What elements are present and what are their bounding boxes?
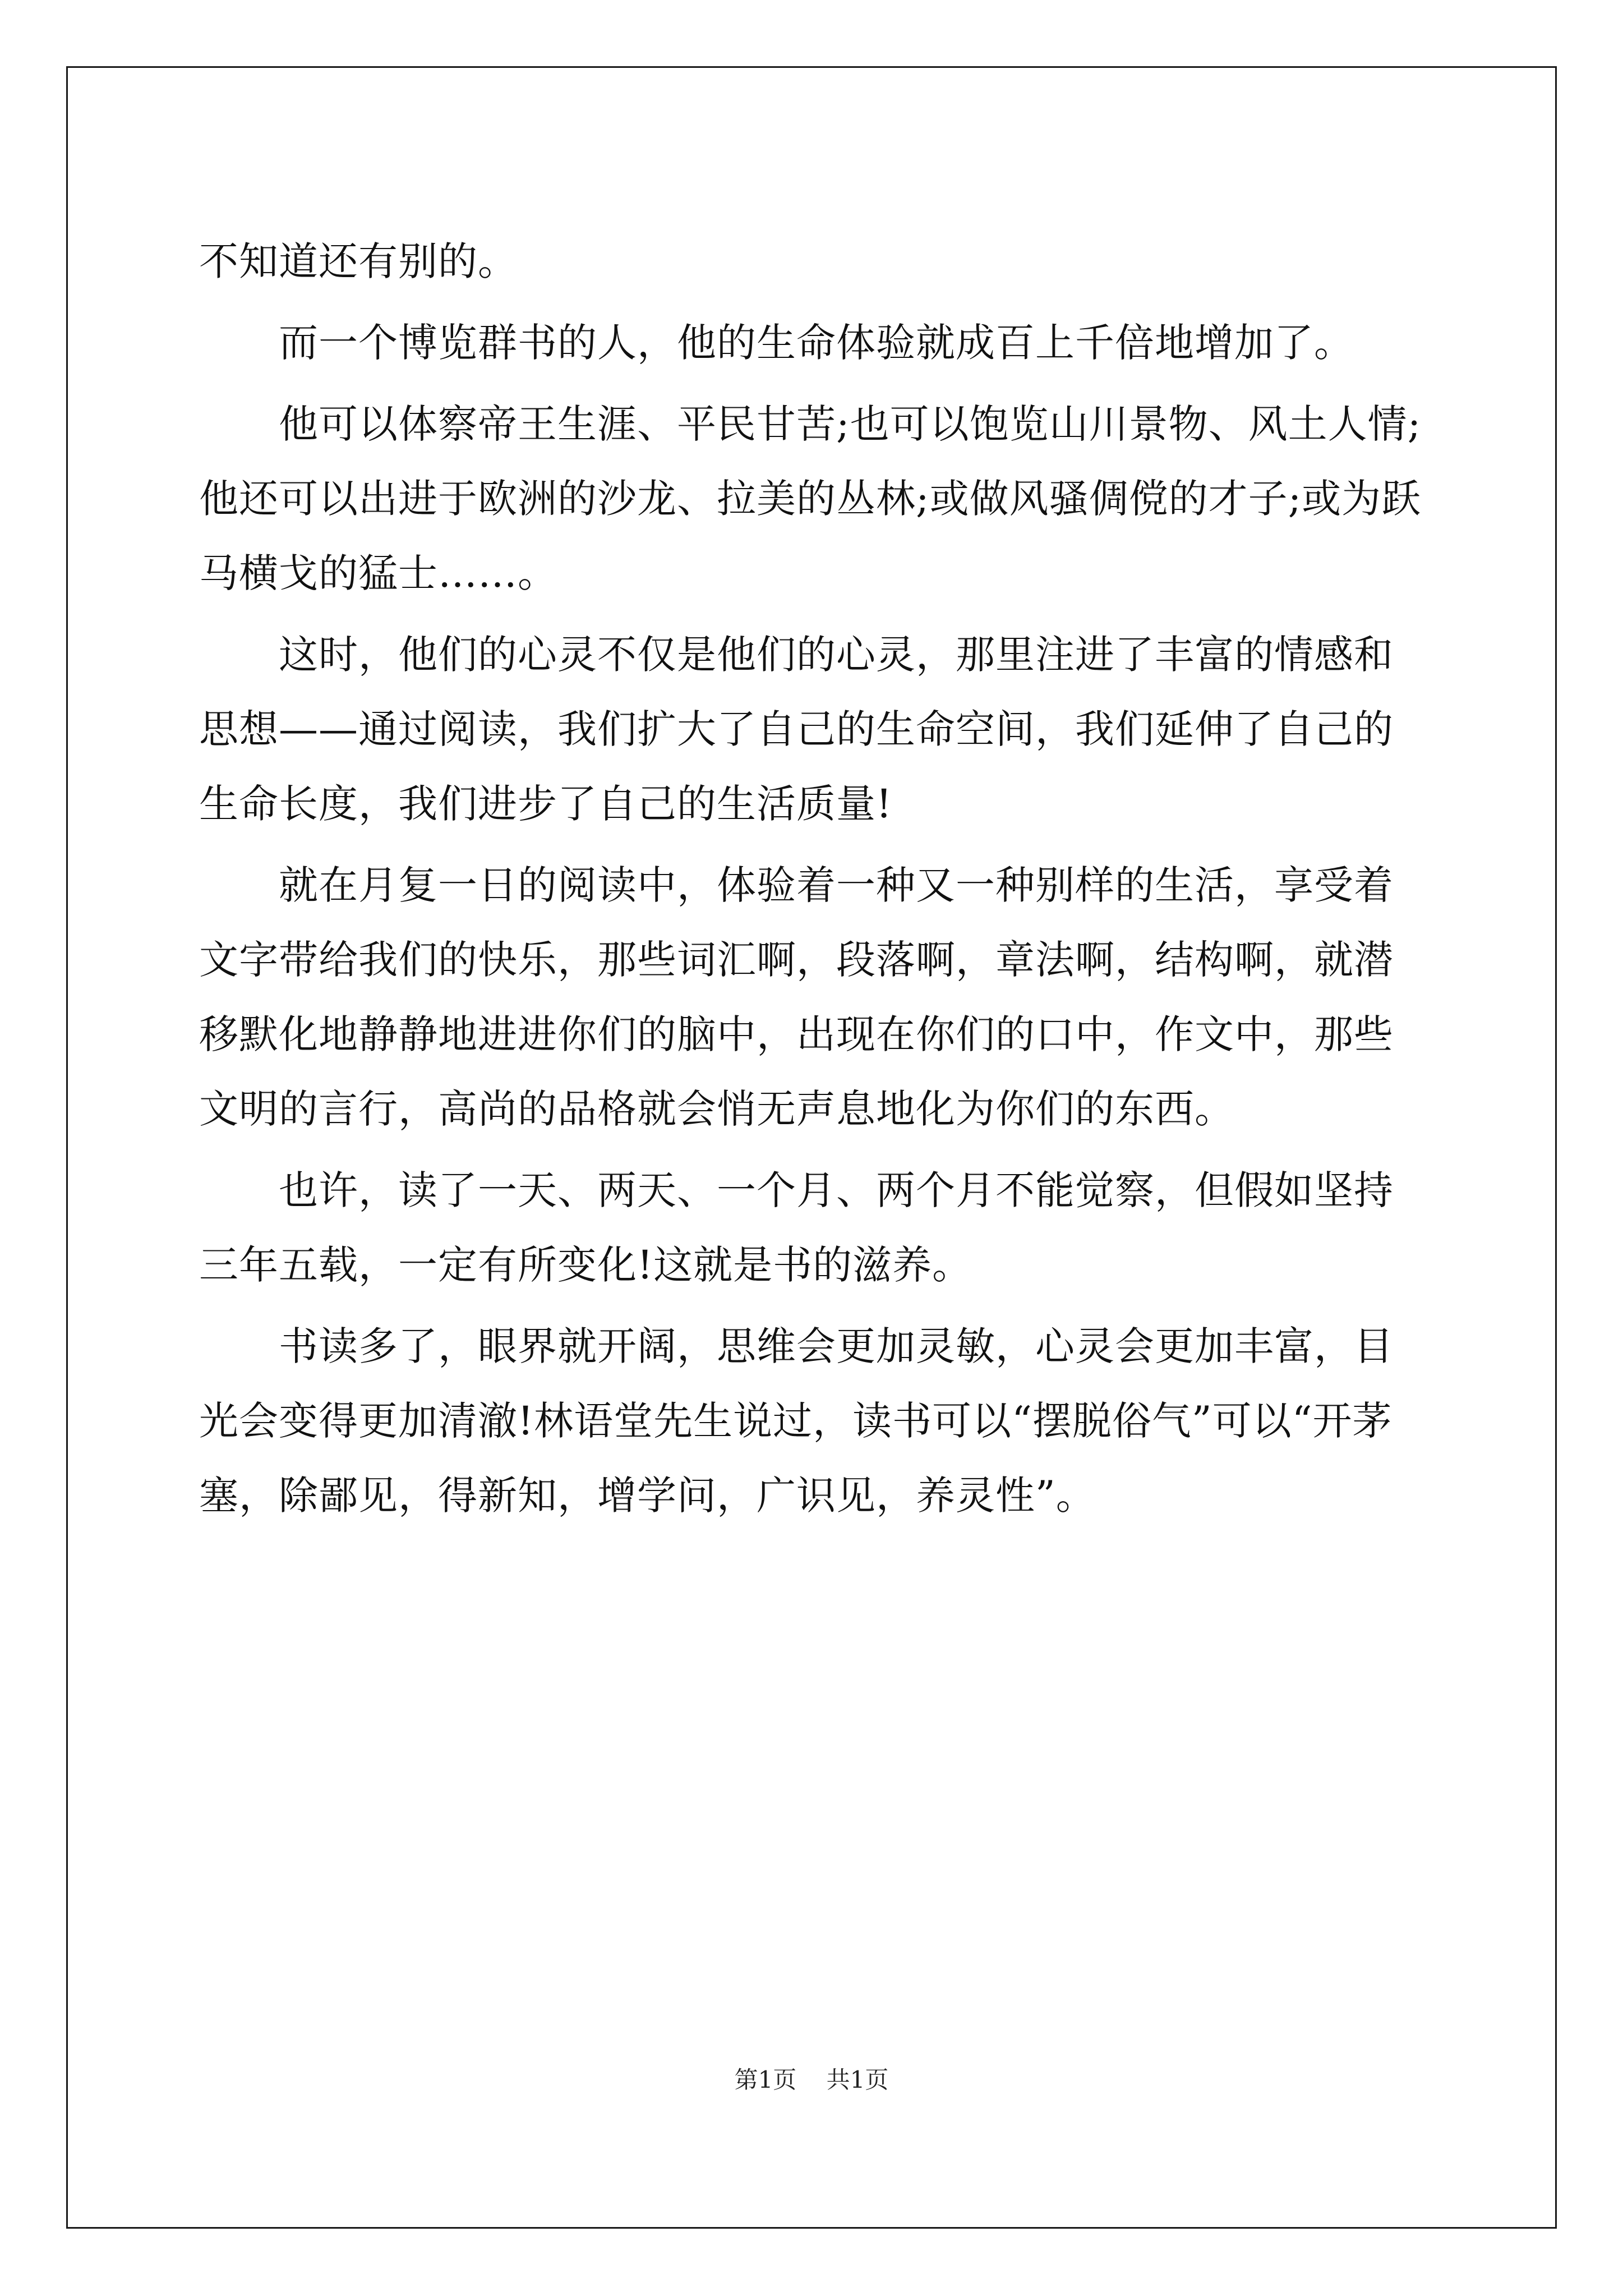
page-number: 第1页 (734, 2066, 797, 2093)
paragraph-7: 书读多了，眼界就开阔，思维会更加灵敏，心灵会更加丰富，目光会变得更加清澈!林语堂先生说过，读书可以“摆脱俗气”可以“开茅塞，除鄙见，得新知，增学问，广识见，养灵性”。 (199, 1323, 1394, 1519)
paragraph-2: 而一个博览群书的人，他的生命体验就成百上千倍地增加了。 (279, 320, 1354, 366)
paragraph-6: 也许，读了一天、两天、一个月、两个月不能觉察，但假如坚持三年五载，一定有所变化!这就是书的滋养。 (199, 1167, 1394, 1288)
paragraph-5: 就在月复一日的阅读中，体验着一种又一种别样的生活，享受着文字带给我们的快乐，那些词汇啊，段落啊，章法啊，结构啊，就潜移默化地静静地进进你们的脑中，出现在你们的口中，作文中，那些文明的言行，高尚的品格就会悄无声息地化为你们的东西。 (199, 862, 1394, 1132)
page-footer (0, 2062, 1623, 2095)
page-total: 共1页 (826, 2066, 889, 2093)
document-body (199, 224, 1433, 1540)
paragraph-3: 他可以体察帝王生涯、平民甘苦;也可以饱览山川景物、风土人情;他还可以出进于欧洲的沙龙、拉美的丛林;或做风骚倜傥的才子;或为跃马横戈的猛士……。 (199, 401, 1422, 596)
paragraph-1: 不知道还有别的。 (199, 238, 518, 284)
paragraph-4: 这时，他们的心灵不仅是他们的心灵，那里注进了丰富的情感和思想——通过阅读，我们扩大了自己的生命空间，我们延伸了自己的生命长度，我们进步了自己的生活质量! (199, 632, 1394, 827)
